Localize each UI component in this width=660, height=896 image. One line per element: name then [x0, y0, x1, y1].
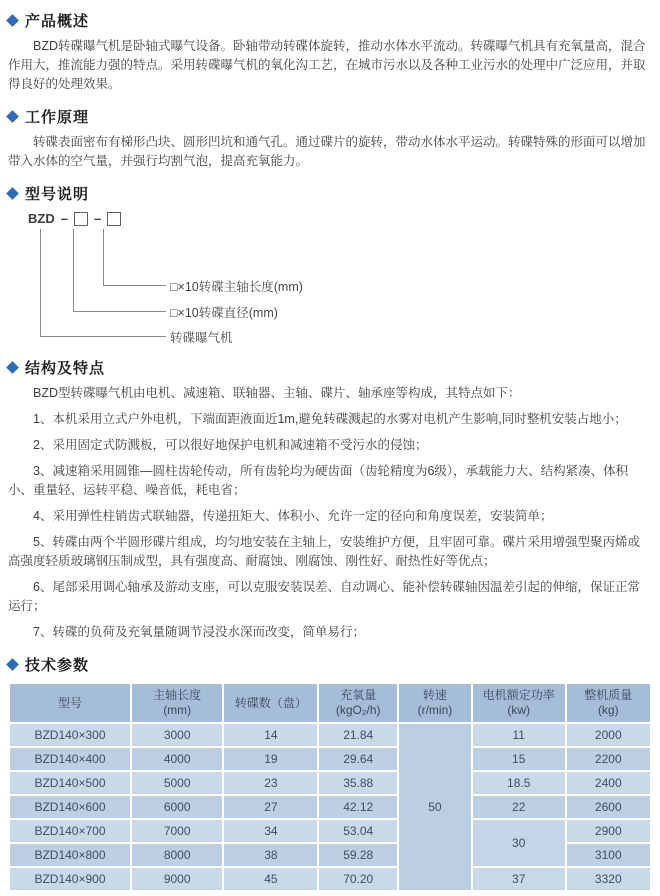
spec-table-header-cell: 型号 [9, 683, 131, 723]
spec-table-header-cell: 整机质量 (kg) [566, 683, 651, 723]
table-cell: 2000 [566, 723, 651, 747]
section-header-model [8, 183, 652, 203]
table-row [9, 747, 651, 771]
table-cell: 2400 [566, 771, 651, 795]
section-title: 结构及特点 [25, 359, 106, 377]
table-cell: 5000 [131, 771, 223, 795]
section-title: 型号说明 [25, 185, 90, 203]
table-row [9, 867, 651, 891]
spec-table-header-cell: 转速 (r/min) [398, 683, 472, 723]
feature-item: 3、减速箱采用圆锥—圆柱齿轮传动，所有齿轮均为硬齿面（齿轮精度为6级），承载能力大、结构紧凑、体积小、重量轻、运转平稳、噪音低，耗电省； [8, 464, 629, 497]
diamond-bullet-icon [6, 110, 19, 123]
model-code-diagram [28, 211, 652, 353]
model-code-prefix: BZD [28, 211, 55, 226]
table-cell: 15 [472, 747, 566, 771]
table-cell: 9000 [131, 867, 223, 891]
table-cell: 8000 [131, 843, 223, 867]
table-cell: 34 [223, 819, 318, 843]
table-cell: 3320 [566, 867, 651, 891]
table-cell: 18.5 [472, 771, 566, 795]
table-cell: BZD140×900 [9, 867, 131, 891]
section-header-features [8, 357, 652, 377]
table-cell: 23 [223, 771, 318, 795]
spec-table-head-row [9, 683, 651, 723]
placeholder-box-icon [107, 212, 121, 226]
spec-table-header-cell: 充氧量 (kgO₂/h) [318, 683, 398, 723]
section-title: 技术参数 [25, 656, 90, 674]
table-row [9, 723, 651, 747]
section-header-principle [8, 106, 652, 126]
table-row [9, 819, 651, 843]
feature-item: 1、本机采用立式户外电机，下端面距液面近1m,避免转碟溅起的水雾对电机产生影响,同时整机安装占地小； [33, 412, 627, 426]
table-cell: 11 [472, 723, 566, 747]
model-label-shaft-length: □×10转碟主轴长度(mm) [170, 280, 303, 294]
table-cell: BZD140×700 [9, 819, 131, 843]
table-cell: 21.84 [318, 723, 398, 747]
principle-paragraph: 转碟表面密布有梯形凸块、圆形凹坑和通气孔。通过碟片的旋转，带动水体水平运动。转碟特殊的形面可以增加带入水体的空气量，并强行均割气泡，提高充氧能力。 [8, 135, 646, 168]
table-cell: 59.28 [318, 843, 398, 867]
table-cell: 45 [223, 867, 318, 891]
table-cell: BZD140×500 [9, 771, 131, 795]
table-cell: 35.88 [318, 771, 398, 795]
overview-paragraph: BZD转碟曝气机是卧轴式曝气设备。卧轴带动转碟体旋转，推动水体水平流动。转碟曝气机具有充氧量高，混合作用大，推流能力强的特点。采用转碟曝气机的氧化沟工艺，在城市污水以及各种工业污水的处理中广泛应用，并取得良好的处理效果。 [8, 39, 646, 91]
callout-line-name [40, 229, 166, 337]
placeholder-box-icon [74, 212, 88, 226]
spec-table-header-cell: 电机额定功率 (kw) [472, 683, 566, 723]
diamond-bullet-icon [6, 658, 19, 671]
table-cell: 42.12 [318, 795, 398, 819]
table-cell: BZD140×400 [9, 747, 131, 771]
spec-table-body [9, 723, 651, 891]
table-cell: 53.04 [318, 819, 398, 843]
spec-table-header-cell: 转碟数（盘） [223, 683, 318, 723]
table-cell: 4000 [131, 747, 223, 771]
table-cell: 50 [398, 723, 472, 891]
spec-table [8, 682, 652, 892]
table-cell: 2600 [566, 795, 651, 819]
table-cell: 30 [472, 819, 566, 867]
table-row [9, 795, 651, 819]
feature-item: 5、转碟由两个半圆形碟片组成，均匀地安装在主轴上，安装维护方便，且牢固可靠。碟片采用增强型聚丙烯或高强度轻质玻璃钢压制成型，具有强度高、耐腐蚀、刚腐蚀、刚性好、耐热性好等优点； [8, 535, 640, 568]
feature-item: 4、采用弹性柱销齿式联轴器，传递扭矩大、体积小、允许一定的径向和角度误差，安装简单； [33, 509, 553, 523]
section-header-overview [8, 10, 652, 30]
spec-table-header-cell: 主轴长度 (mm) [131, 683, 223, 723]
table-cell: 27 [223, 795, 318, 819]
table-cell: 19 [223, 747, 318, 771]
table-cell: 2900 [566, 819, 651, 843]
feature-item: 2、采用固定式防溅板，可以很好地保护电机和减速箱不受污水的侵蚀； [33, 438, 428, 452]
table-cell: 70.20 [318, 867, 398, 891]
table-cell: BZD140×300 [9, 723, 131, 747]
table-cell: 2200 [566, 747, 651, 771]
diamond-bullet-icon [6, 187, 19, 200]
model-label-disc-diameter: □×10转碟直径(mm) [170, 306, 278, 320]
table-cell: BZD140×600 [9, 795, 131, 819]
table-row [9, 771, 651, 795]
table-cell: 7000 [131, 819, 223, 843]
section-title: 工作原理 [25, 108, 90, 126]
features-intro: BZD型转碟曝气机由电机、减速箱、联轴器、主轴、碟片、轴承座等构成，其特点如下： [33, 386, 521, 400]
table-cell: 38 [223, 843, 318, 867]
model-code-dash: – [60, 211, 68, 226]
table-cell: 22 [472, 795, 566, 819]
model-label-product-name: 转碟曝气机 [170, 331, 233, 345]
section-header-specs [8, 654, 652, 674]
table-cell: BZD140×800 [9, 843, 131, 867]
model-code-dash: – [93, 211, 102, 226]
table-cell: 29.64 [318, 747, 398, 771]
feature-item: 7、转碟的负荷及充氧量随调节浸没水深而改变，简单易行； [33, 625, 365, 639]
section-title: 产品概述 [25, 12, 90, 30]
table-cell: 3100 [566, 843, 651, 867]
feature-item: 6、尾部采用调心轴承及游动支座，可以克服安装误差、自动调心、能补偿转碟轴因温差引起的伸缩，保证正常运行； [8, 580, 640, 613]
table-cell: 3000 [131, 723, 223, 747]
diamond-bullet-icon [6, 14, 19, 27]
table-cell: 37 [472, 867, 566, 891]
table-cell: 6000 [131, 795, 223, 819]
model-code-line [28, 211, 121, 226]
table-cell: 14 [223, 723, 318, 747]
diamond-bullet-icon [6, 361, 19, 374]
